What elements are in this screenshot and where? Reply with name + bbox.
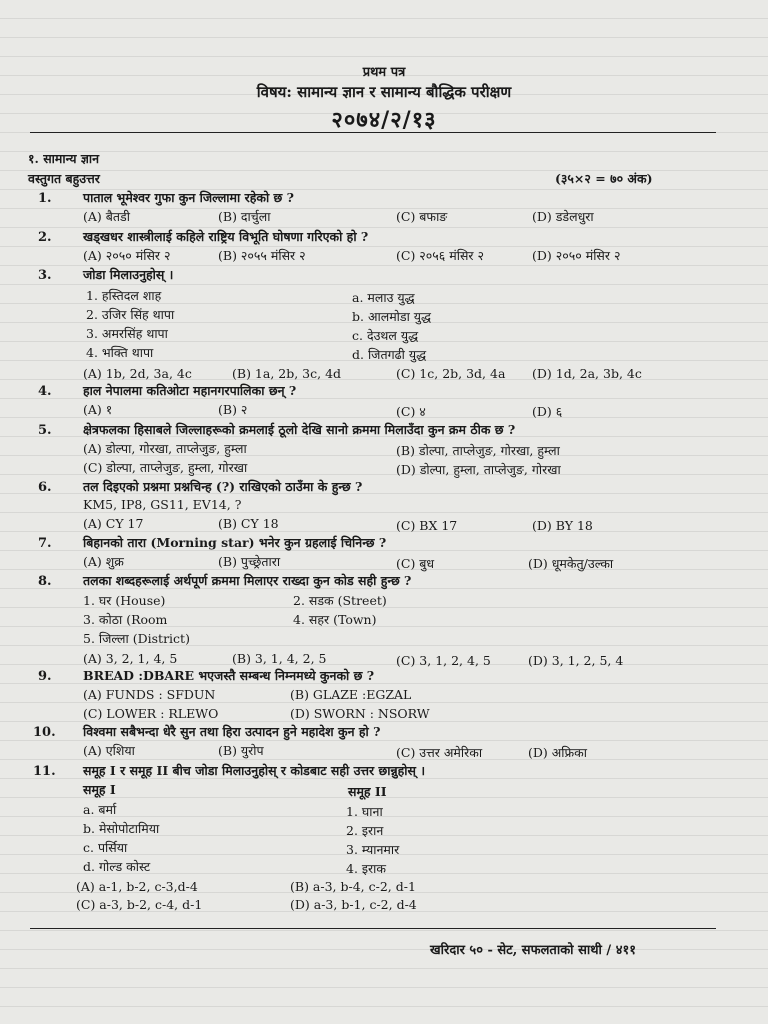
- q3-left-item: 4. भक्ति थापा: [86, 345, 154, 360]
- q4-option-b: (B) २: [218, 402, 248, 417]
- q5-number: 5.: [38, 423, 52, 438]
- q2-text: खड्खधर शास्त्रीलाई कहिले राष्ट्रिय विभूति घोषणा गरिएको हो ?: [83, 229, 369, 244]
- q11-group-ii-label: समूह II: [348, 784, 387, 799]
- q9-option-d: (D) SWORN : NSORW: [290, 706, 430, 721]
- section-type: वस्तुगत बहुउत्तर: [28, 171, 100, 186]
- q3-option-d: (D) 1d, 2a, 3b, 4c: [532, 366, 642, 381]
- q4-option-c: (C) ४: [396, 404, 426, 419]
- q8-option-a: (A) 3, 2, 1, 4, 5: [83, 651, 178, 666]
- q8-number: 8.: [38, 574, 52, 589]
- q11-option-d: (D) a-3, b-1, c-2, d-4: [290, 897, 417, 912]
- q5-option-b: (B) डोल्पा, ताप्लेजुङ, गोरखा, हुम्ला: [396, 443, 560, 458]
- q9-option-c: (C) LOWER : RLEWO: [83, 706, 219, 721]
- q8-option-b: (B) 3, 1, 4, 2, 5: [232, 651, 327, 666]
- q3-right-item: b. आलमोडा युद्ध: [352, 309, 432, 324]
- q6-option-c: (C) BX 17: [396, 518, 458, 533]
- q8-item: 2. सडक (Street): [293, 593, 387, 608]
- q10-option-b: (B) युरोप: [218, 743, 264, 758]
- q10-number: 10.: [33, 725, 56, 740]
- q8-text: तलका शब्दहरूलाई अर्थपूर्ण क्रममा मिलाएर राख्दा कुन कोड सही हुन्छ ?: [83, 573, 412, 588]
- q4-option-d: (D) ६: [532, 404, 563, 419]
- q7-text: बिहानको तारा (Morning star) भनेर कुन ग्रहलाई चिनिन्छ ?: [83, 535, 387, 550]
- q10-option-d: (D) अफ्रिका: [528, 745, 588, 760]
- q6-text: तल दिइएको प्रश्नमा प्रश्नचिन्ह (?) राखिएको ठाउँमा के हुन्छ ?: [83, 479, 363, 494]
- q1-option-a: (A) बैतडी: [83, 209, 130, 224]
- q11-number: 11.: [33, 764, 56, 779]
- q3-option-b: (B) 1a, 2b, 3c, 4d: [232, 366, 342, 381]
- q11-right-item: 1. घाना: [346, 804, 383, 819]
- q6-option-b: (B) CY 18: [218, 516, 279, 531]
- q11-right-item: 2. इरान: [346, 823, 384, 838]
- q1-option-c: (C) बफाङ: [396, 209, 448, 224]
- q3-left-item: 3. अमरसिंह थापा: [86, 326, 168, 341]
- q3-right-item: c. देउथल युद्ध: [352, 328, 419, 343]
- q8-item: 1. घर (House): [83, 593, 166, 608]
- q9-text: BREAD :DBARE भएजस्तै सम्बन्ध निम्नमध्ये कुनको छ ?: [83, 668, 375, 683]
- q11-left-item: c. पर्सिया: [83, 840, 128, 855]
- q8-item: 5. जिल्ला (District): [83, 631, 190, 646]
- q2-option-d: (D) २०५० मंसिर २: [532, 248, 621, 263]
- section-title: १. सामान्य ज्ञान: [28, 151, 100, 166]
- q11-option-b: (B) a-3, b-4, c-2, d-1: [290, 879, 416, 894]
- q3-option-c: (C) 1c, 2b, 3d, 4a: [396, 366, 506, 381]
- q11-option-a: (A) a-1, b-2, c-3,d-4: [76, 879, 198, 894]
- q8-option-c: (C) 3, 1, 2, 4, 5: [396, 653, 491, 668]
- q4-option-a: (A) १: [83, 402, 113, 417]
- q8-item: 3. कोठा (Room: [83, 612, 168, 627]
- q11-group-i-label: समूह I: [83, 782, 116, 797]
- q3-number: 3.: [38, 268, 52, 283]
- q7-option-a: (A) शुक्र: [83, 554, 124, 569]
- footer-rule: [30, 928, 716, 929]
- q2-option-a: (A) २०५० मंसिर २: [83, 248, 171, 263]
- q3-text: जोडा मिलाउनुहोस् ।: [83, 267, 174, 282]
- q2-option-c: (C) २०५६ मंसिर २: [396, 248, 485, 263]
- q11-left-item: d. गोल्ड कोस्ट: [83, 859, 151, 874]
- q6-sequence: KM5, IP8, GS11, EV14, ?: [83, 497, 242, 512]
- q11-left-item: b. मेसोपोटामिया: [83, 821, 160, 836]
- q3-left-item: 1. हस्तिदल शाह: [86, 288, 162, 303]
- q1-number: 1.: [38, 191, 52, 206]
- exam-date: २०७४/२/१३: [331, 107, 437, 133]
- q4-text: हाल नेपालमा कतिओटा महानगरपालिका छन् ?: [83, 383, 297, 398]
- subject-title: विषय: सामान्य ज्ञान र सामान्य बौद्धिक परीक्षण: [256, 83, 512, 101]
- q10-option-a: (A) एशिया: [83, 743, 135, 758]
- q11-right-item: 4. इराक: [346, 861, 386, 876]
- paper-label: प्रथम पत्र: [362, 65, 406, 80]
- q9-number: 9.: [38, 669, 52, 684]
- q5-option-c: (C) डोल्पा, ताप्लेजुङ, हुम्ला, गोरखा: [83, 460, 248, 475]
- q6-option-a: (A) CY 17: [83, 516, 144, 531]
- q3-right-item: a. मलाउ युद्ध: [352, 290, 415, 305]
- q9-option-b: (B) GLAZE :EGZAL: [290, 687, 412, 702]
- q5-text: क्षेत्रफलका हिसाबले जिल्लाहरूको क्रमलाई ठूलो देखि सानो क्रममा मिलाउँदा कुन क्रम ठीक छ ?: [83, 422, 516, 437]
- q7-number: 7.: [38, 536, 52, 551]
- q10-option-c: (C) उत्तर अमेरिका: [396, 745, 483, 760]
- q7-option-b: (B) पुच्छ्रेतारा: [218, 554, 281, 569]
- q3-left-item: 2. उजिर सिंह थापा: [86, 307, 175, 322]
- q7-option-d: (D) धूमकेतु/उल्का: [528, 556, 614, 571]
- section-marks: (३५×२ = ७० अंक): [555, 171, 653, 186]
- q5-option-d: (D) डोल्पा, हुम्ला, ताप्लेजुङ, गोरखा: [396, 462, 561, 477]
- q3-option-a: (A) 1b, 2d, 3a, 4c: [83, 366, 192, 381]
- q1-option-b: (B) दार्चुला: [218, 209, 271, 224]
- q1-option-d: (D) डडेलधुरा: [532, 209, 594, 224]
- q11-left-item: a. बर्मा: [83, 802, 117, 817]
- q10-text: विश्वमा सबैभन्दा धेरै सुन तथा हिरा उत्पादन हुने महादेश कुन हो ?: [83, 724, 381, 739]
- q2-number: 2.: [38, 230, 52, 245]
- q3-right-item: d. जितगढी युद्ध: [352, 347, 427, 362]
- q7-option-c: (C) बुध: [396, 556, 435, 571]
- page-footer: खरिदार ५० - सेट, सफलताको साथी / ४११: [430, 943, 636, 958]
- q11-text: समूह I र समूह II बीच जोडा मिलाउनुहोस् र कोडबाट सही उत्तर छान्नुहोस् ।: [83, 763, 426, 778]
- q6-number: 6.: [38, 480, 52, 495]
- q6-option-d: (D) BY 18: [532, 518, 593, 533]
- q8-option-d: (D) 3, 1, 2, 5, 4: [528, 653, 624, 668]
- q1-text: पाताल भूमेश्वर गुफा कुन जिल्लामा रहेको छ ?: [83, 190, 294, 205]
- q8-item: 4. सहर (Town): [293, 612, 377, 627]
- q4-number: 4.: [38, 384, 52, 399]
- q9-option-a: (A) FUNDS : SFDUN: [83, 687, 216, 702]
- q11-right-item: 3. म्यानमार: [346, 842, 400, 857]
- q2-option-b: (B) २०५५ मंसिर २: [218, 248, 306, 263]
- q11-option-c: (C) a-3, b-2, c-4, d-1: [76, 897, 203, 912]
- q5-option-a: (A) डोल्पा, गोरखा, ताप्लेजुङ, हुम्ला: [83, 441, 247, 456]
- header-rule: [30, 132, 716, 133]
